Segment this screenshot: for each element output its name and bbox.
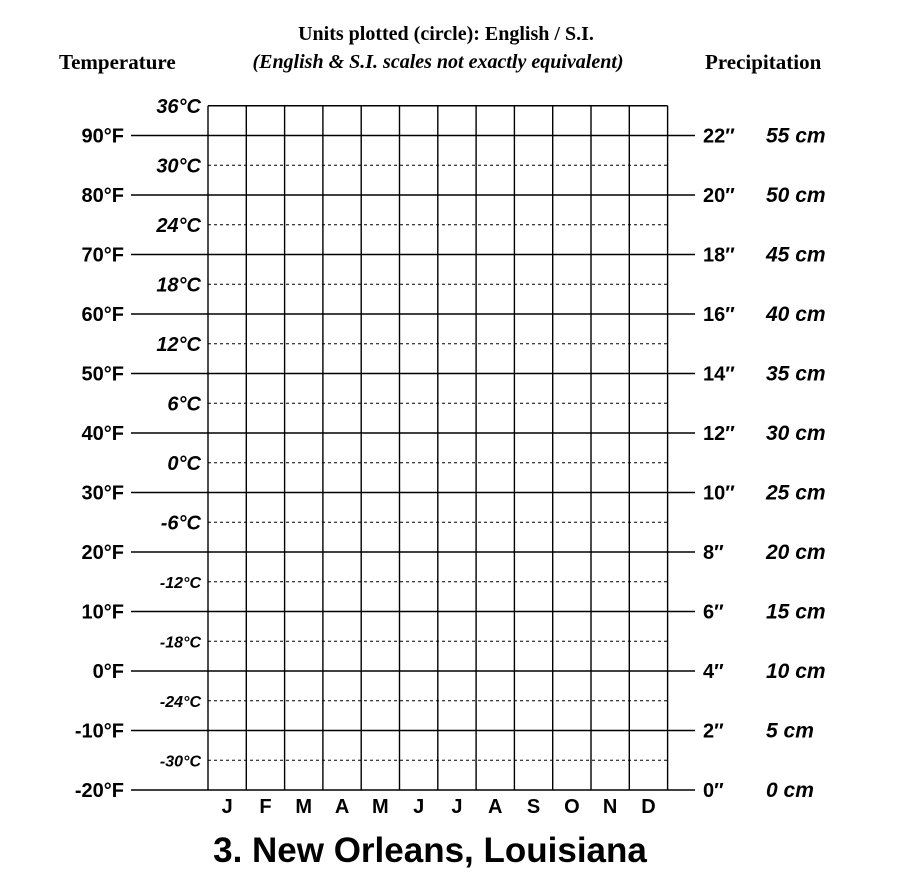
fahrenheit-tick-label: 90°F (81, 125, 124, 148)
units-plotted-line: Units plotted (circle): English / S.I. (298, 23, 594, 45)
celsius-tick-label: 18°C (156, 274, 201, 297)
precipitation-cm-label: 30 cm (766, 422, 826, 445)
month-label: J (451, 796, 463, 818)
celsius-tick-label: 6°C (167, 393, 201, 416)
fahrenheit-tick-label: 0°F (92, 661, 124, 683)
fahrenheit-tick-label: 30°F (81, 482, 124, 505)
precipitation-inch-label: 14″ (703, 363, 735, 386)
precipitation-inch-label: 20″ (703, 185, 735, 207)
month-label: A (488, 796, 503, 818)
fahrenheit-tick-label: -10°F (74, 720, 124, 743)
precipitation-inch-label: 18″ (703, 244, 735, 267)
precipitation-cm-label: 55 cm (766, 124, 826, 148)
month-label: J (221, 796, 233, 818)
precipitation-cm-label: 35 cm (766, 362, 826, 386)
precipitation-inch-label: 22″ (703, 125, 735, 148)
celsius-tick-label: 12°C (156, 333, 201, 356)
fahrenheit-tick-label: -20°F (74, 780, 124, 802)
precipitation-cm-label: 45 cm (766, 243, 826, 267)
celsius-tick-label: 36°C (156, 95, 201, 118)
celsius-tick-label: -30°C (159, 753, 201, 771)
precipitation-inch-label: 10″ (703, 482, 735, 505)
celsius-tick-label: -12°C (159, 574, 201, 592)
month-label: A (334, 796, 350, 818)
precipitation-inch-label: 6″ (703, 601, 724, 624)
celsius-tick-label: 0°C (167, 452, 201, 475)
grid (131, 106, 695, 790)
precipitation-cm-label: 40 cm (766, 303, 826, 326)
precipitation-cm-label: 15 cm (766, 600, 826, 624)
month-label: J (413, 796, 425, 818)
precipitation-axis-title: Precipitation (705, 50, 822, 74)
celsius-tick-label: -24°C (159, 693, 201, 711)
precipitation-inch-label: 0″ (703, 780, 724, 802)
precipitation-cm-label: 0 cm (766, 779, 814, 802)
precipitation-inch-label: 16″ (703, 304, 735, 326)
celsius-tick-label: -6°C (160, 512, 201, 535)
precipitation-cm-label: 20 cm (766, 541, 826, 564)
month-label: M (372, 796, 389, 818)
celsius-tick-label: -18°C (159, 634, 201, 652)
month-label: O (564, 796, 580, 818)
precipitation-inch-label: 4″ (703, 661, 724, 683)
month-labels (222, 796, 656, 818)
celsius-tick-label: 30°C (156, 155, 201, 178)
fahrenheit-tick-label: 80°F (81, 185, 124, 207)
precipitation-cm-label: 50 cm (766, 184, 826, 207)
month-label: N (602, 796, 618, 818)
scales-note-line: (English & S.I. scales not exactly equivalent) (252, 51, 624, 73)
fahrenheit-tick-label: 10°F (81, 601, 124, 624)
precipitation-cm-label: 25 cm (766, 481, 826, 505)
month-label: S (526, 796, 541, 818)
month-label: F (259, 796, 272, 818)
station-title: 3. New Orleans, Louisiana (213, 831, 647, 870)
month-label: M (295, 796, 313, 818)
precipitation-inch-label: 2″ (703, 720, 724, 743)
precipitation-inch-label: 12″ (703, 423, 735, 445)
fahrenheit-tick-label: 40°F (81, 423, 124, 445)
fahrenheit-tick-label: 60°F (81, 304, 124, 326)
fahrenheit-tick-label: 50°F (81, 363, 124, 386)
temperature-axis-title: Temperature (59, 50, 176, 74)
fahrenheit-tick-label: 20°F (81, 542, 124, 564)
precipitation-cm-label: 10 cm (766, 660, 826, 683)
precipitation-cm-label: 5 cm (766, 719, 814, 743)
precipitation-axis-labels (703, 125, 826, 803)
fahrenheit-tick-label: 70°F (81, 244, 124, 267)
month-label: D (641, 796, 656, 818)
celsius-tick-label: 24°C (156, 214, 201, 237)
precipitation-inch-label: 8″ (703, 542, 724, 564)
temperature-axis-labels (75, 96, 202, 802)
